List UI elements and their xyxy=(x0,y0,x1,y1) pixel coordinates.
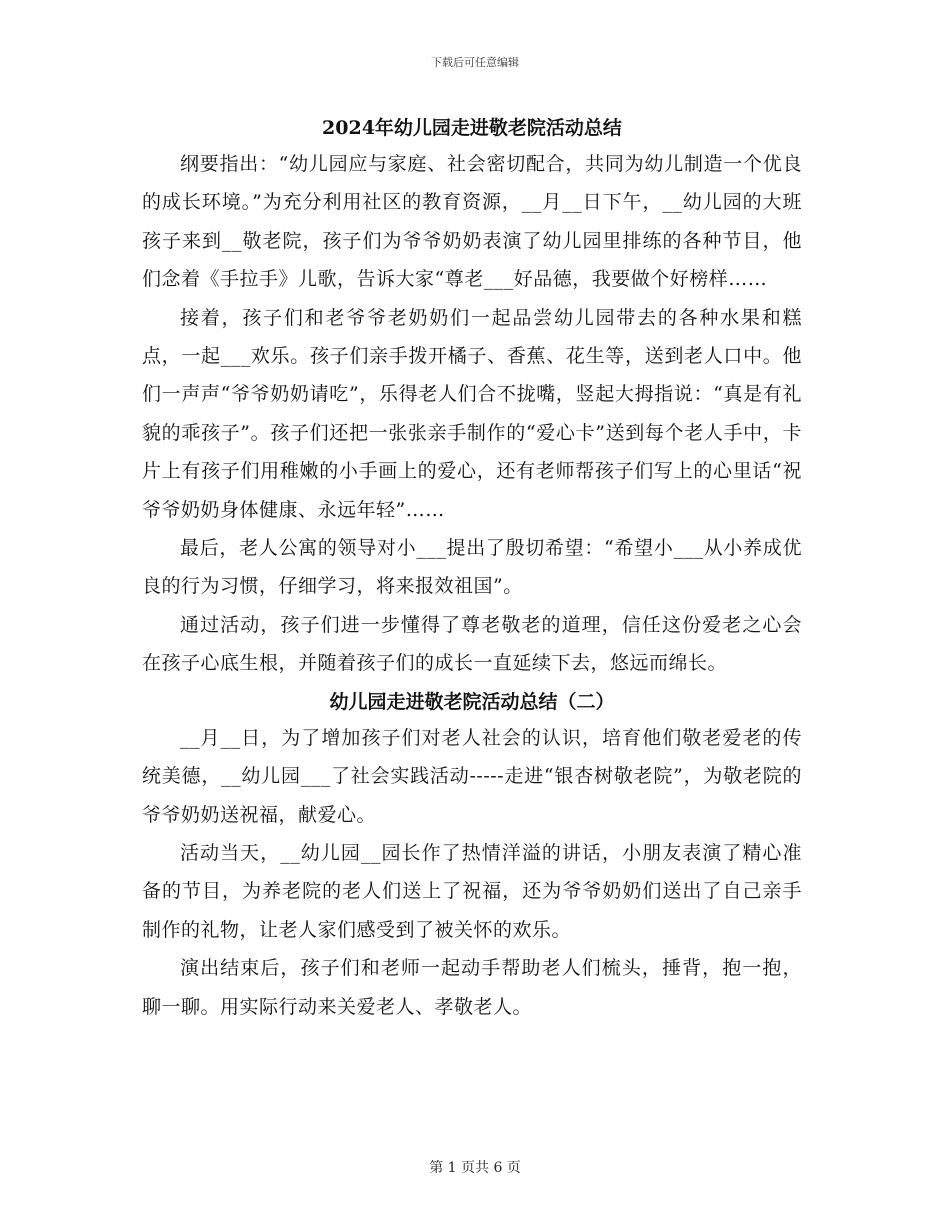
paragraph: 演出结束后，孩子们和老师一起动手帮助老人们梳头，捶背，抱一抱，聊一聊。用实际行动来关爱老人、孝敬老人。 xyxy=(142,957,802,1018)
paragraph: 活动当天，__幼儿园__园长作了热情洋溢的讲话，小朋友表演了精心准备的节目，为养老院的老人们送上了祝福，还为爷爷奶奶们送出了自己亲手制作的礼物，让老人家们感受到了被关怀的欢乐。 xyxy=(142,841,802,941)
section-title: 幼儿园走进敬老院活动总结（二） xyxy=(329,690,615,713)
paragraph: __月__日，为了增加孩子们对老人社会的认识，培育他们敬老爱老的传统美德，__幼儿园___了社会实践活动-----走进“银杏树敬老院”，为敬老院的爷爷奶奶送祝福，献爱心。 xyxy=(142,726,802,826)
paragraph: 纲要指出：“幼儿园应与家庭、社会密切配合，共同为幼儿制造一个优良的成长环境。”为充分利用社区的教育资源，__月__日下午，__幼儿园的大班孩子来到__敬老院，孩子们为爷爷奶奶表演了幼儿园里排练的各种节目，他们念着《手拉手》儿歌，告诉大家“尊老___好品德，我要做个好榜样…… xyxy=(142,153,802,291)
document-body xyxy=(142,113,802,1026)
header-note: 下载后可任意编辑 xyxy=(431,56,519,69)
paragraph: 通过活动，孩子们进一步懂得了尊老敬老的道理，信任这份爱老之心会在孩子心底生根，并随着孩子们的成长一直延续下去，悠远而绵长。 xyxy=(142,613,802,675)
page-footer: 第 1 页共 6 页 xyxy=(429,1160,521,1176)
paragraph: 接着，孩子们和老爷爷老奶奶们一起品尝幼儿园带去的各种水果和糕点，一起___欢乐。孩子们亲手拨开橘子、香蕉、花生等，送到老人口中。他们一声声“爷爷奶奶请吃”，乐得老人们合不拢嘴，竖起大拇指说：“真是有礼貌的乖孩子”。孩子们还把一张张亲手制作的“爱心卡”送到每个老人手中，卡片上有孩子们用稚嫩的小手画上的爱心，还有老师帮孩子们写上的心里话“祝爷爷奶奶身体健康、永远年轻”…… xyxy=(142,306,802,521)
paragraph: 最后，老人公寓的领导对小___提出了殷切希望：“希望小___从小养成优良的行为习惯，仔细学习，将来报效祖国”。 xyxy=(142,537,802,598)
document-title: 2024年幼儿园走进敬老院活动总结 xyxy=(322,117,622,139)
